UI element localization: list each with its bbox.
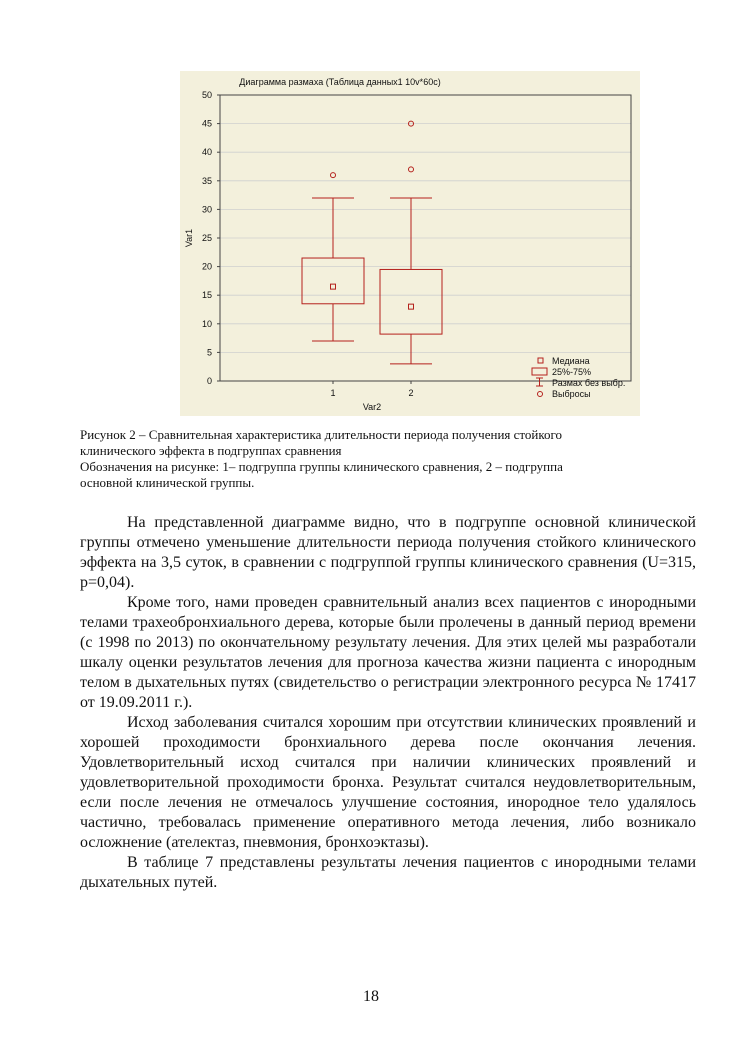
paragraph: Исход заболевания считался хорошим при отсутствии клинических проявлений и хорошей проходимости бронхиального дерева после окончания лечения. Удовлетворительный исход считался при наличии клинических проявлений и удовлетворительной проходимости бронха. Результат считался неудовлетворительным, если после лечения не отмечалось улучшение состояния, инородное тело удалялось частично, требовалась применение оперативного метода лечения, либо возникало осложнение (ателектаз, пневмония, бронхоэктазы).: [80, 714, 696, 851]
figure-legend-line: Обозначения на рисунке: 1– подгруппа группы клинического сравнения, 2 – подгруппа: [80, 459, 563, 474]
median-marker: [331, 284, 336, 289]
paragraph: Кроме того, нами проведен сравнительный анализ всех пациентов с инородными телами трахеобронхиального дерева, которые были пролечены в данный период времени (с 1998 по 2013) по окончательному результату лечения. Для этих целей мы разработали шкалу оценки результатов лечения для прогноза качества жизни пациента с инородным телом в дыхательных путях (свидетельство о регистрации электронного ресурса № 17417 от 19.09.2011 г.).: [80, 594, 696, 711]
y-tick-label: 15: [201, 290, 212, 301]
box-plot-figure: [180, 71, 640, 416]
legend-median-marker: [538, 358, 543, 363]
legend-item-median: Медиана: [552, 356, 590, 366]
y-axis: [202, 90, 220, 386]
x-tick-label: 1: [330, 388, 336, 398]
outlier-point: [331, 173, 336, 178]
legend-item-range: Размах без выбр.: [552, 378, 626, 388]
y-tick-label: 45: [201, 118, 212, 129]
figure-caption-line: Рисунок 2 – Сравнительная характеристика длительности периода получения стойкого: [80, 427, 563, 442]
chart-title: Диаграмма размаха (Таблица данных1 10v*60c): [239, 77, 441, 87]
y-tick-label: 10: [201, 318, 212, 329]
box-plot: [180, 71, 640, 416]
box-1: [302, 173, 364, 341]
x-axis-label: Var2: [362, 402, 382, 412]
figure-legend-line: основной клинической группы.: [80, 475, 255, 490]
box-series: [302, 121, 442, 364]
quartile-box: [380, 269, 442, 334]
y-tick-label: 5: [206, 347, 212, 358]
page-number: 18: [363, 988, 379, 1005]
box-2: [380, 121, 442, 364]
median-marker: [409, 304, 414, 309]
legend-box-marker: [532, 368, 547, 375]
y-tick-label: 40: [201, 147, 212, 158]
outlier-point: [409, 167, 414, 172]
figure-caption-line: клинического эффекта в подгруппах сравнения: [80, 443, 342, 458]
x-tick-label: 2: [408, 388, 414, 398]
legend-item-quartiles: 25%-75%: [552, 367, 592, 377]
y-tick-label: 20: [201, 261, 212, 272]
legend-item-outliers: Выбросы: [552, 389, 591, 399]
x-axis: [330, 381, 413, 398]
paragraph: В таблице 7 представлены результаты лечения пациентов с инородными телами дыхательных путей.: [80, 854, 696, 891]
legend: [532, 356, 625, 399]
legend-whisker-marker: [536, 378, 543, 386]
grid-lines: [220, 124, 631, 353]
y-tick-label: 25: [201, 233, 212, 243]
quartile-box: [302, 258, 364, 304]
y-tick-label: 35: [201, 175, 212, 186]
y-axis-label: Var1: [184, 228, 194, 248]
paragraph: На представленной диаграмме видно, что в подгруппе основной клинической группы отмечено уменьшение длительности периода получения стойкого клинического эффекта на 3,5 суток, в сравнении с подгруппой группы клинического сравнения (U=315, p=0,04).: [80, 514, 696, 591]
body-text: [80, 513, 696, 893]
legend-outlier-marker: [538, 392, 543, 397]
figure-caption: [80, 427, 670, 491]
y-tick-label: 30: [201, 204, 212, 215]
y-tick-label: 0: [206, 376, 212, 386]
y-tick-label: 50: [201, 90, 212, 100]
